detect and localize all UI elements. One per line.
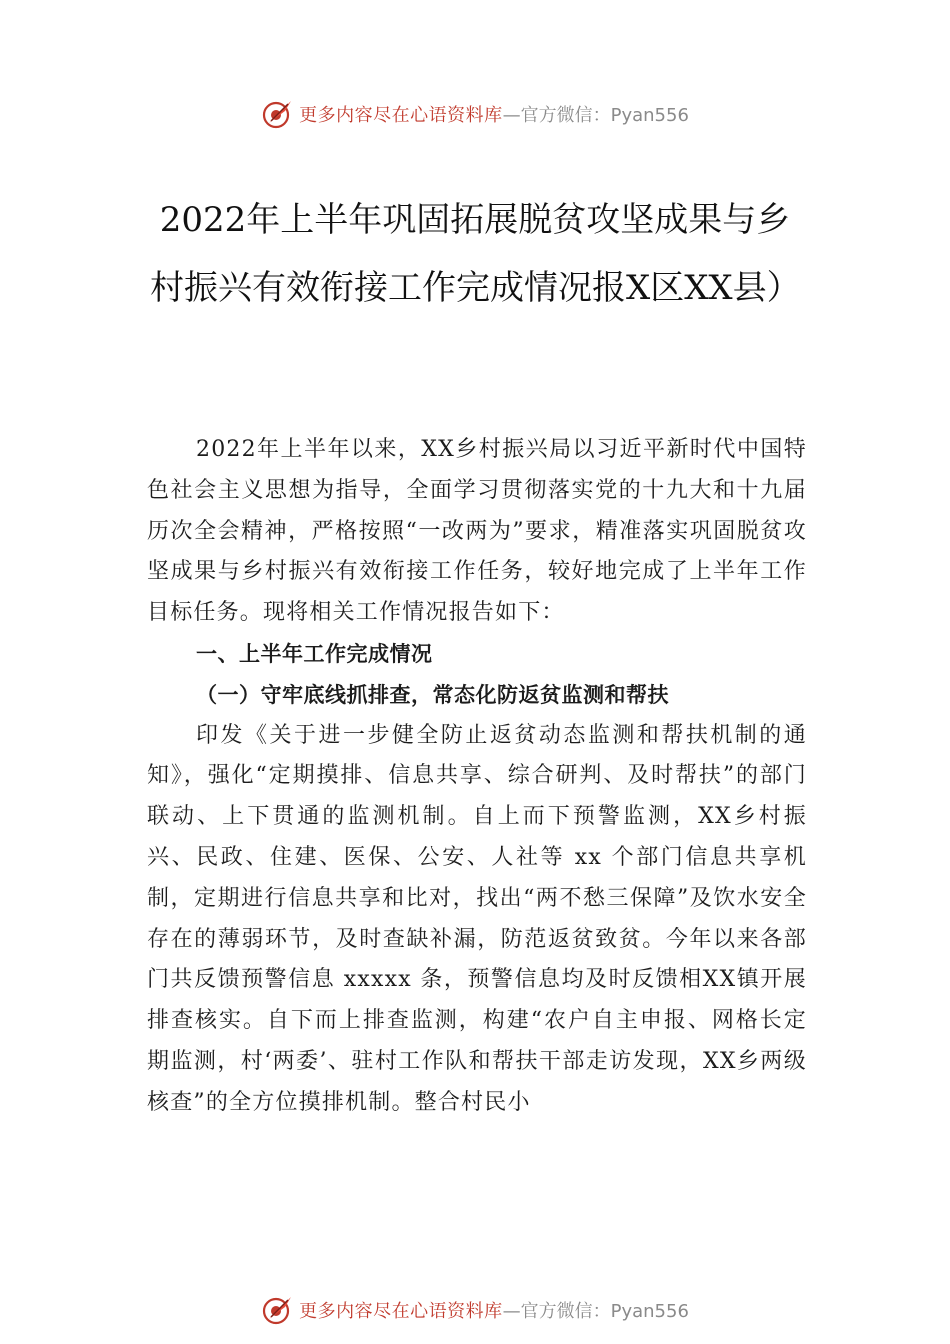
section-heading-1: 一、上半年工作完成情况: [196, 641, 433, 666]
watermark-footer: [0, 1290, 950, 1330]
quill-logo-icon: [261, 97, 295, 131]
watermark-brand-text: 更多内容尽在心语资料库: [299, 105, 503, 126]
document-body: [147, 430, 807, 1124]
body-paragraph: 印发《关于进一步健全防止返贫动态监测和帮扶机制的通知》，强化“定期摸排、信息共享、综合研判、及时帮扶”的部门联动、上下贯通的监测机制。自上而下预警监测，XX乡村振兴、民政、住建、医保、公安、人社等 xx 个部门信息共享机制，定期进行信息共享和比对，找出“两不愁三保障”及饮水安全存在的薄弱环节，及时查缺补漏，防范返贫致贫。今年以来各部门共反馈预警信息 xxxxx 条，预警信息均及时反馈相XX镇开展排查核实。自下而上排查监测，构建“农户自主申报、网格长定期监测，村‘两委’、驻村工作队和帮扶干部走访发现，XX乡两级核查”的全方位摸排机制。整合村民小: [147, 722, 807, 1115]
watermark-contact-text: —官方微信：Pyan556: [502, 1301, 689, 1322]
watermark-contact-text: —官方微信：Pyan556: [502, 105, 689, 126]
subsection-heading-1: （一）守牢底线抓排查，常态化防返贫监测和帮扶: [196, 682, 669, 707]
watermark-brand-text: 更多内容尽在心语资料库: [299, 1301, 503, 1322]
intro-paragraph: 2022年上半年以来，XX乡村振兴局以习近平新时代中国特色社会主义思想为指导，全面学习贯彻落实党的十九大和十九届历次全会精神，严格按照“一改两为”要求，精准落实巩固脱贫攻坚成果与乡村振兴有效衔接工作任务，较好地完成了上半年工作目标任务。现将相关工作情况报告如下：: [147, 437, 807, 626]
quill-logo-icon: [261, 1293, 295, 1327]
document-title: 2022年上半年巩固拓展脱贫攻坚成果与乡村振兴有效衔接工作完成情况报X区XX县）: [150, 200, 801, 308]
watermark-header: [0, 94, 950, 134]
